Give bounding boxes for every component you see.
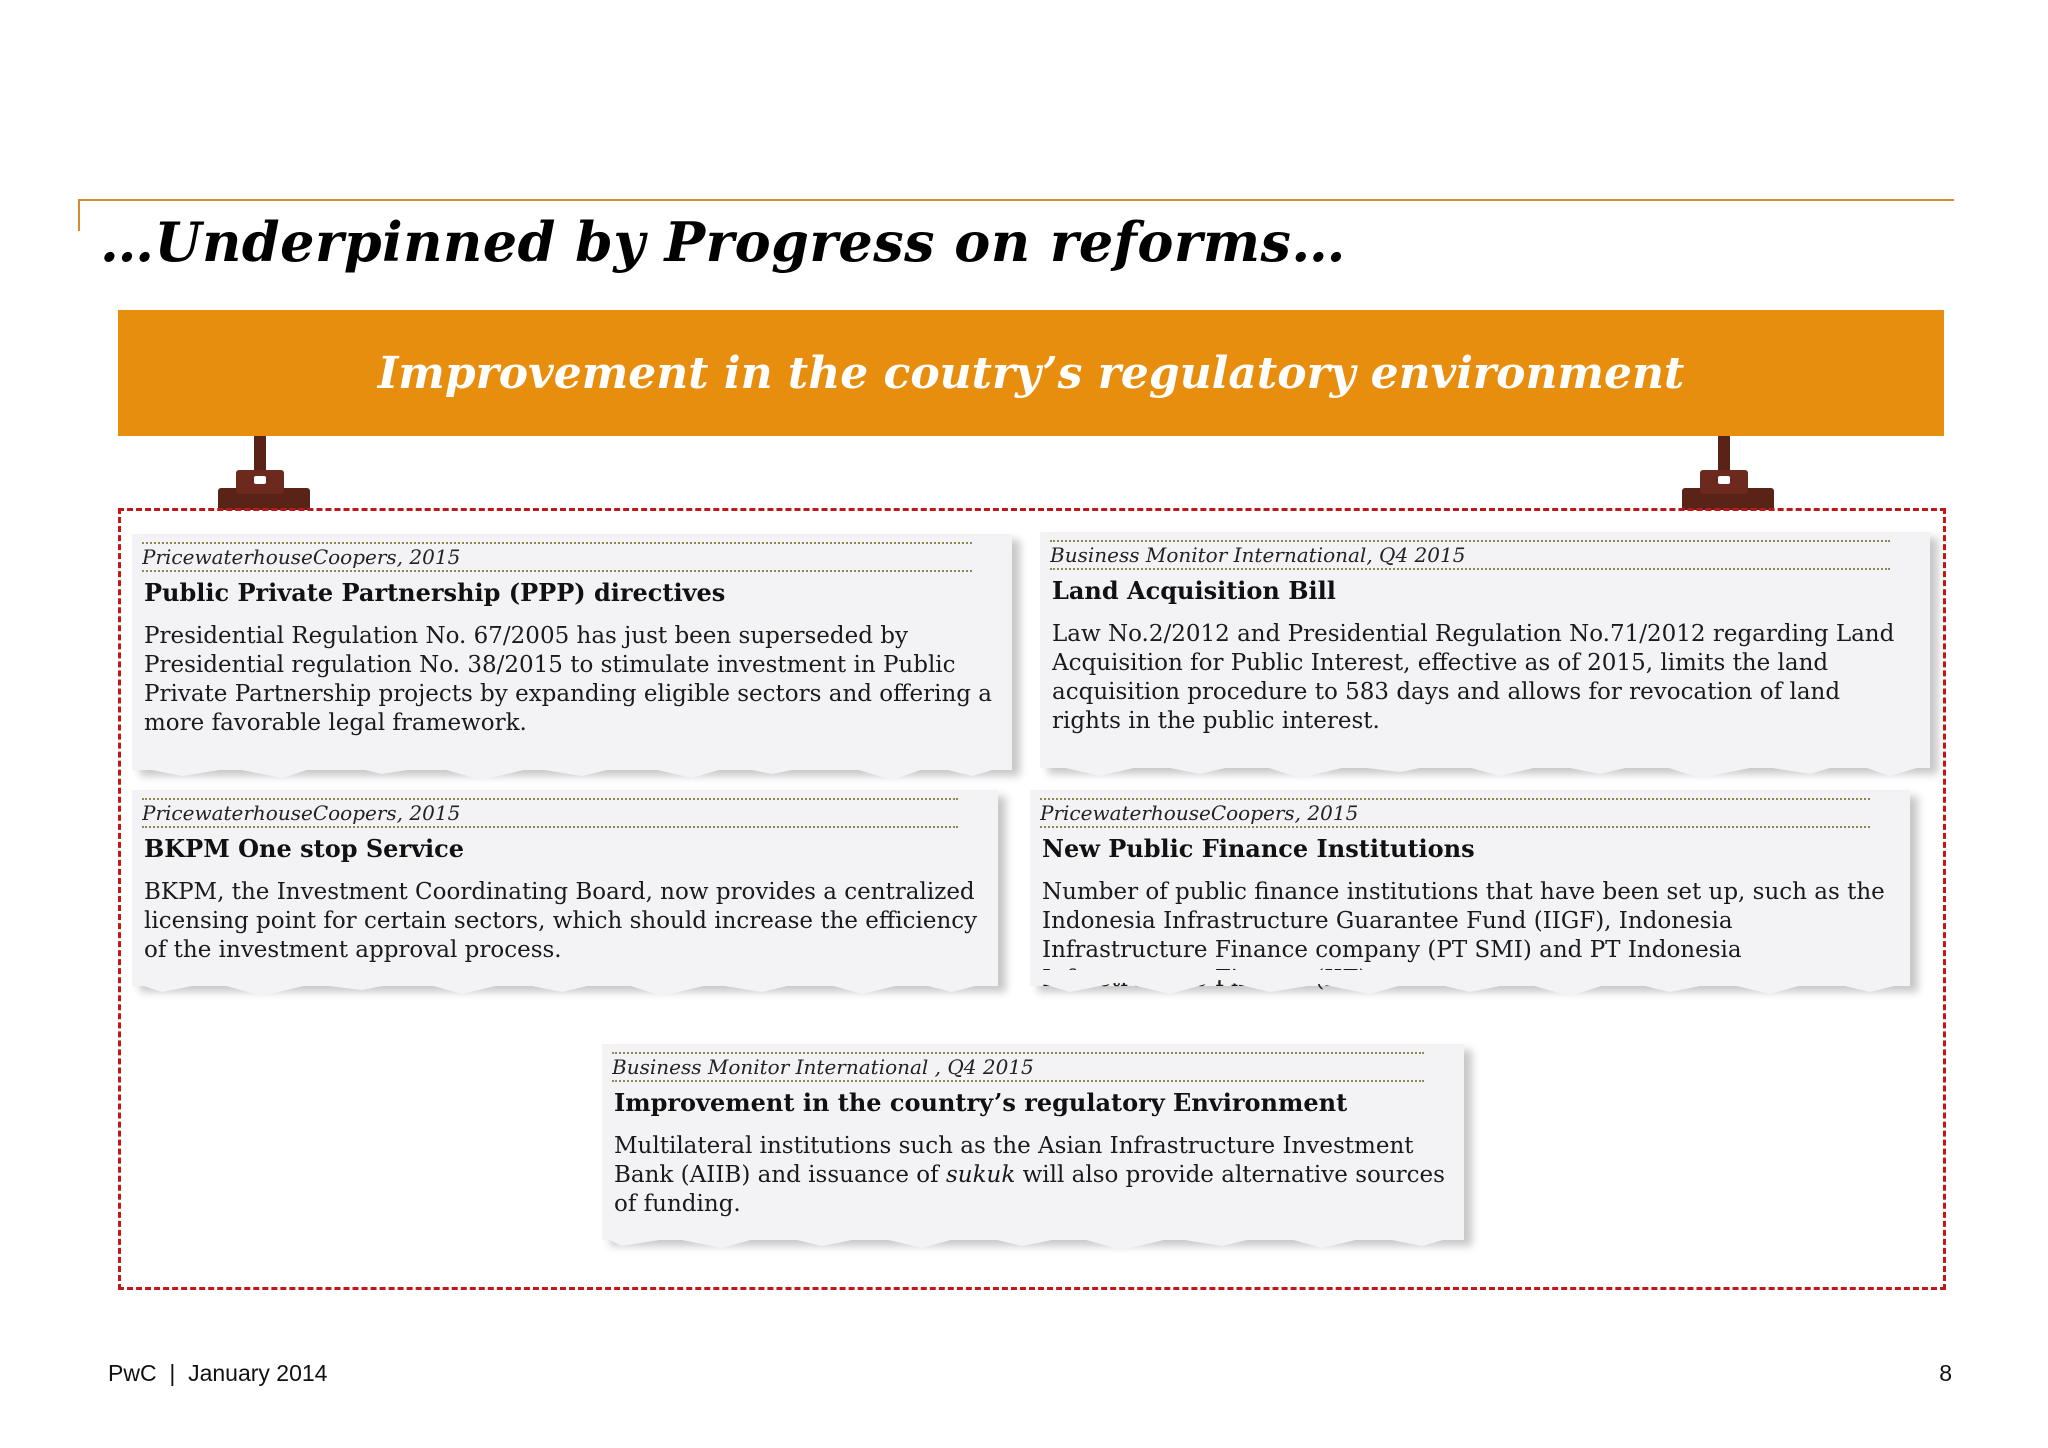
card-title: Land Acquisition Bill xyxy=(1052,576,1336,605)
header-rule-tick xyxy=(78,199,80,231)
card-body: Number of public finance institutions that have been set up, such as the Indonesia Infrastructure Guarantee Fund (IIGF), Indonesia Infrastructure Finance company (PT SMI) and PT Indonesia xyxy=(1042,879,1885,963)
card-regulatory-environment xyxy=(602,1044,1464,1240)
slide-title: …Underpinned by Progress on reforms… xyxy=(100,210,1346,274)
card-body-emphasis: sukuk xyxy=(945,1162,1016,1188)
card-title: New Public Finance Institutions xyxy=(1042,834,1475,863)
header-rule xyxy=(78,199,1954,201)
torn-edge xyxy=(1040,752,1930,782)
banner-text: Improvement in the coutry’s regulatory environment xyxy=(377,347,1685,399)
card-public-finance xyxy=(1030,790,1910,986)
binder-clip-left-icon xyxy=(218,436,310,514)
card-source: PricewaterhouseCoopers, 2015 xyxy=(142,542,972,572)
card-source: PricewaterhouseCoopers, 2015 xyxy=(1040,798,1870,828)
card-title: Improvement in the country’s regulatory Environment xyxy=(614,1088,1348,1117)
torn-edge xyxy=(132,754,1012,784)
banner xyxy=(118,310,1944,436)
card-body xyxy=(614,1132,1448,1219)
card-body-text-end: will also provide alternative sources of funding. xyxy=(614,1162,1445,1217)
card-source: Business Monitor International , Q4 2015 xyxy=(612,1052,1424,1082)
card-title: Public Private Partnership (PPP) directives xyxy=(144,578,726,607)
card-body: Law No.2/2012 and Presidential Regulation No.71/2012 regarding Land Acquisition for Public Interest, effective as of 2015, limits the land acquisition procedure to 583 days and allows for revocation of land rights in the public interest. xyxy=(1052,621,1895,734)
card-body: BKPM, the Investment Coordinating Board, now provides a centralized licensing point for certain sectors, which should increase the efficiency of the investment approval process. xyxy=(144,879,978,963)
footer-text: PwC | January 2014 xyxy=(108,1360,328,1386)
card-land-acquisition xyxy=(1040,532,1930,768)
card-bkpm-one-stop xyxy=(132,790,998,986)
card-body: Presidential Regulation No. 67/2005 has just been superseded by Presidential regulation No. 38/2015 to stimulate investment in Public Private Partnership projects by expanding eligible sectors and offering a more favorable legal framework. xyxy=(144,623,993,736)
card-body-text: Multilateral institutions such as the Asian Infrastructure Investment Bank (AIIB) and issuance of xyxy=(614,1133,1414,1188)
torn-edge xyxy=(1030,970,1910,1000)
torn-edge xyxy=(132,970,998,1000)
card-ppp-directives xyxy=(132,534,1012,770)
card-title: BKPM One stop Service xyxy=(144,834,465,863)
binder-clip-right-icon xyxy=(1682,436,1774,514)
page-number: 8 xyxy=(1939,1360,1952,1386)
card-source: Business Monitor International, Q4 2015 xyxy=(1050,540,1890,570)
torn-edge xyxy=(602,1224,1464,1254)
card-source: PricewaterhouseCoopers, 2015 xyxy=(142,798,958,828)
